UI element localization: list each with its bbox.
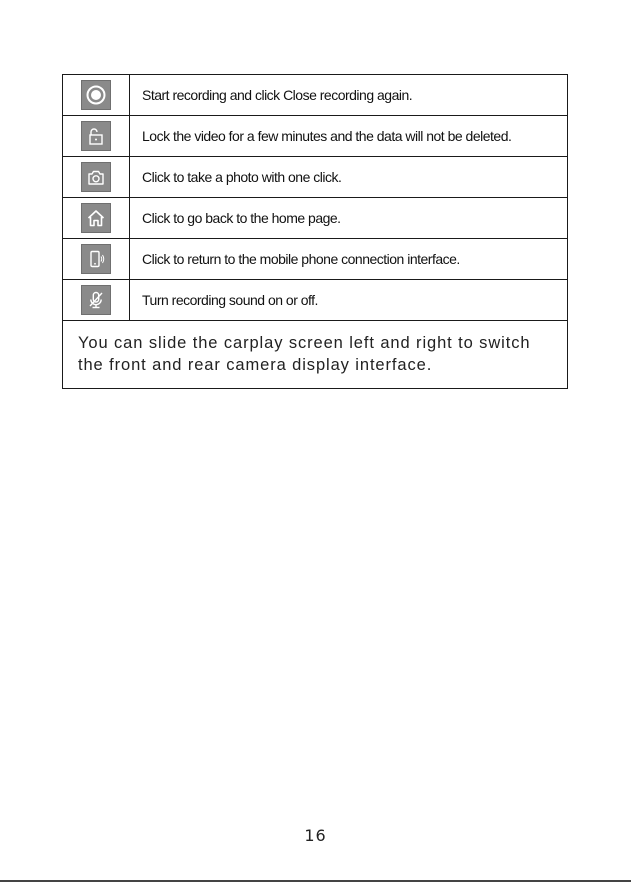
table-row	[63, 239, 567, 280]
table-row	[63, 280, 567, 321]
home-icon	[81, 203, 111, 233]
icon-cell	[63, 239, 130, 279]
swipe-note: You can slide the carplay screen left and right to switch the front and rear camera display interface.	[78, 334, 531, 374]
row-description: Click to return to the mobile phone connection interface.	[142, 251, 460, 267]
camera-icon	[81, 162, 111, 192]
record-icon	[81, 80, 111, 110]
table-row	[63, 198, 567, 239]
icon-cell	[63, 198, 130, 238]
icon-cell	[63, 157, 130, 197]
row-description: Click to go back to the home page.	[142, 210, 341, 226]
icon-cell	[63, 116, 130, 156]
mobile-phone-icon	[81, 244, 111, 274]
row-description: Turn recording sound on or off.	[142, 292, 318, 308]
row-description: Click to take a photo with one click.	[142, 169, 342, 185]
icon-cell	[63, 280, 130, 320]
icon-cell	[63, 75, 130, 115]
row-description: Start recording and click Close recording again.	[142, 87, 413, 103]
bottom-divider	[0, 880, 631, 882]
table-row	[63, 75, 567, 116]
table-row	[63, 157, 567, 198]
unlock-icon	[81, 121, 111, 151]
row-description: Lock the video for a few minutes and the data will not be deleted.	[142, 128, 512, 144]
feature-table	[62, 74, 568, 389]
table-row	[63, 116, 567, 157]
microphone-mute-icon	[81, 285, 111, 315]
page-number: 16	[304, 826, 327, 845]
